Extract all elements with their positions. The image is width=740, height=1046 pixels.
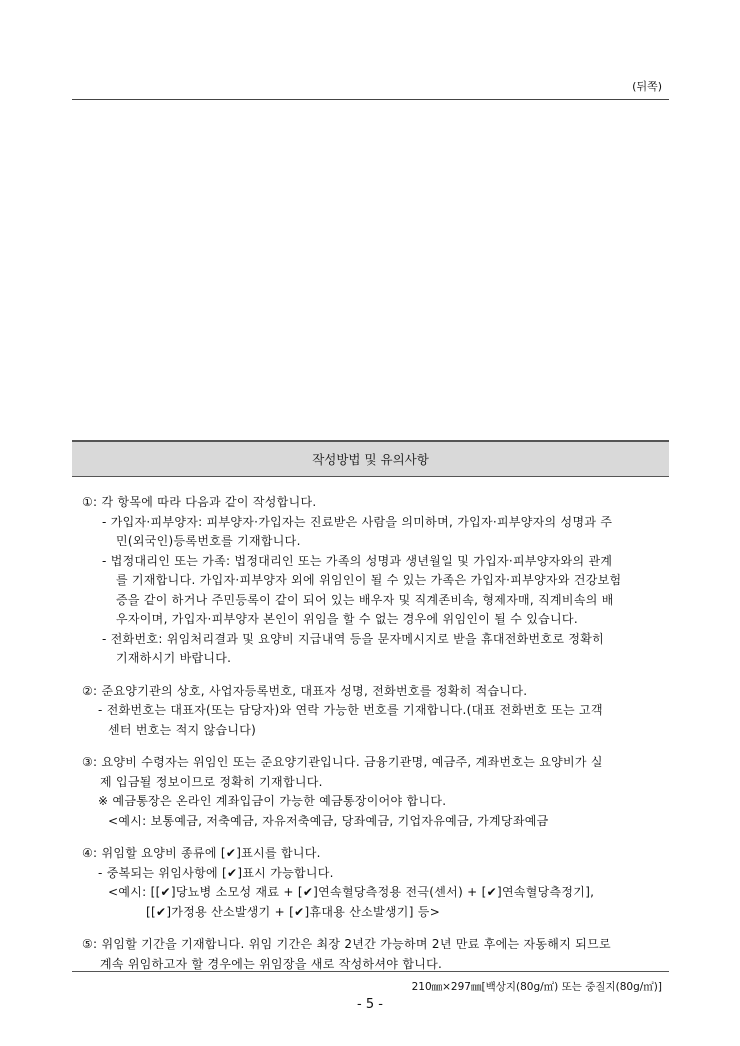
item-3-example: <예시: 보통예금, 저축예금, 자유저축예금, 당좌예금, 기업자유예금, 가계당좌예금 (108, 813, 549, 828)
item-4-example: <예시: [[✔]당뇨병 소모성 재료 + [✔]연속혈당측정용 전극(센서) + [✔]연속혈당측정기], (108, 885, 595, 899)
item-4-heading: ④: 위임할 요양비 종류에 [✔]표시를 합니다. (82, 846, 321, 860)
item-3-note: ※ 예금통장은 온라인 계좌입금이 가능한 예금통장이어야 합니다. (98, 794, 447, 808)
item-4 (82, 844, 655, 922)
instructions-body (72, 477, 669, 974)
page-number: - 5 - (357, 997, 383, 1012)
instructions-section (72, 440, 669, 972)
item-1 (82, 493, 655, 669)
item-1-line: - 전화번호: 위임처리결과 및 요양비 지급내역 등을 문자메시지로 받을 휴대전화번호로 정확히 (102, 631, 605, 646)
item-1-line: 기재하시기 바랍니다. (116, 651, 232, 665)
item-2-heading: ②: 준요양기관의 상호, 사업자등록번호, 대표자 성명, 전화번호를 정확히 적습니다. (82, 683, 528, 698)
item-2-line: - 전화번호는 대표자(또는 담당자)와 연락 가능한 번호를 기재합니다.(대표 전화번호 또는 고객 (98, 703, 603, 717)
item-1-heading: ①: 각 항목에 따라 다음과 같이 작성합니다. (82, 495, 317, 509)
paper-spec: 210㎜×297㎜[백상지(80g/㎡) 또는 중질지(80g/㎡)] (411, 981, 662, 993)
item-1-line: 증을 같이 하거나 주민등록이 같이 되어 있는 배우자 및 직계존비속, 형제자매, 직계비속의 배 (116, 592, 614, 607)
item-3-line: 제 입금될 정보이므로 정확히 기재합니다. (100, 774, 323, 789)
back-side-label: (뒤쪽) (632, 80, 662, 93)
item-5-line: 계속 위임하고자 할 경우에는 위임장을 새로 작성하셔야 합니다. (100, 956, 443, 971)
item-1-line: - 법정대리인 또는 가족: 법정대리인 또는 가족의 성명과 생년월일 및 가입자·피부양자와의 관계 (102, 553, 613, 568)
item-1-line: 우자이며, 가입자·피부양자 본인이 위임을 할 수 없는 경우에 위임인이 될 수 있습니다. (116, 612, 578, 626)
item-1-line: - 가입자·피부양자: 피부양자·가입자는 진료받은 사람을 의미하며, 가입자·피부양자의 성명과 주 (102, 514, 613, 529)
item-4-example: [[✔]가정용 산소발생기 + [✔]휴대용 산소발생기] 등> (146, 904, 441, 919)
item-4-line: - 중복되는 위임사항에 [✔]표시 가능합니다. (98, 865, 334, 880)
item-3-heading: ③: 요양비 수령자는 위임인 또는 준요양기관입니다. 금융기관명, 예금주, 계좌번호는 요양비가 실 (82, 755, 603, 769)
section-title: 작성방법 및 유의사항 (72, 442, 669, 477)
item-1-line: 를 기재합니다. 가입자·피부양자 외에 위임인이 될 수 있는 가족은 가입자·피부양자와 건강보험 (116, 573, 622, 587)
item-2-line: 센터 번호는 적지 않습니다) (108, 722, 257, 737)
item-5 (82, 935, 655, 974)
item-1-line: 민(외국인)등록번호를 기재합니다. (116, 534, 301, 548)
top-rule (72, 99, 669, 100)
item-5-heading: ⑤: 위임할 기간을 기재합니다. 위임 기간은 최장 2년간 가능하며 2년 만료 후에는 자동해지 되므로 (82, 937, 611, 951)
item-2 (82, 682, 655, 741)
item-3 (82, 753, 655, 831)
